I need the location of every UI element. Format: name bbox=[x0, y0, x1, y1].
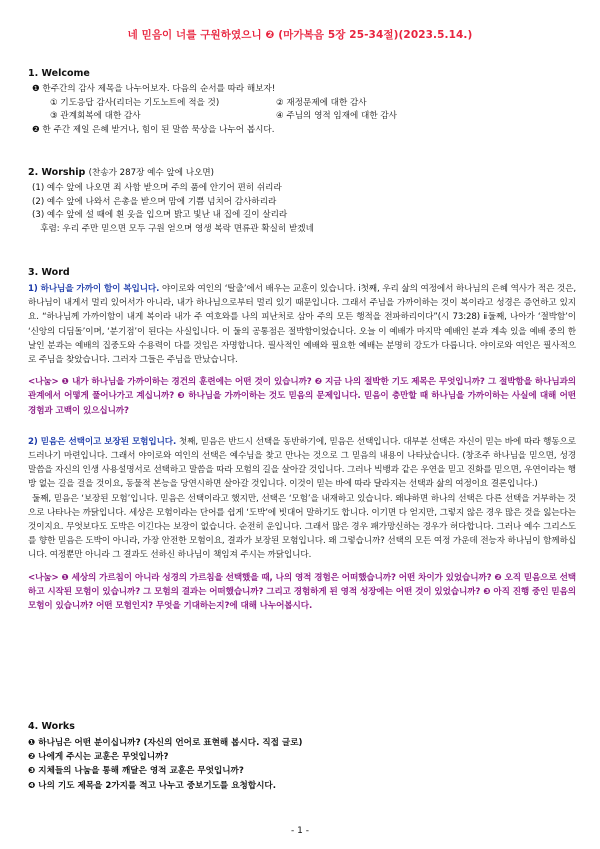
worship-heading: 2. Worship bbox=[28, 167, 86, 178]
word-point-2-heading: 2) 믿음은 선택이고 보장된 모험입니다. bbox=[28, 436, 177, 447]
works-heading: 4. Works bbox=[28, 721, 75, 732]
word-point-1-body: 야이로와 여인의 ‘탈출’에서 배우는 교훈이 있습니다. ⅰ첫째, 우리 삶의 여정에서 하나님의 은혜 역사가 적은 것은, 하나님이 내게서 멀리 있어서가 아니라, 내가 하나님으로부터 멀리 있기 때문입니다. 그래서 주님을 가까이하는 것이 복이라고 성경은 증언하고 있지요. “하나님께 가까이함이 내게 복이라 내가 주 여호와를 나의 피난처로 삼아 주의 모든 행적을 전파하리이다”(시 73:28) ⅱ둘째, 나아가 ‘절박함’이 ‘신앙의 디딤돌’이며, ‘분기점’이 된다는 사실입니다. 이 둘의 공통점은 절박함이었습니다. 오늘 이 예배가 마지막 예배인 분과 계속 있을 예배 중의 한 날인 분과는 예배의 집중도와 수용력이 다를 것임은 자명합니다. 필사적인 예배와 필요한 예배는 분명히 강도가 다릅니다. 야이로와 여인은 필사적으로 주님을 찾았습니다. 그러자 그들은 주님을 만났습니다. bbox=[28, 284, 577, 366]
worship-section bbox=[28, 166, 576, 236]
welcome-section bbox=[28, 68, 576, 137]
welcome-item-1: ❶ 한주간의 감사 제목을 나누어보자. 다음의 순서를 따라 해보자! bbox=[32, 84, 276, 94]
word-heading: 3. Word bbox=[28, 267, 70, 278]
page-number: - 1 - bbox=[291, 826, 309, 836]
welcome-sub-row-2 bbox=[28, 110, 576, 124]
works-item-1: ❶ 하나님은 어떤 분이십니까? (자신의 언어로 표현해 봅시다. 직접 글로) bbox=[28, 738, 303, 748]
works-section bbox=[28, 721, 576, 793]
works-item-4: ❹ 나의 기도 제목을 2가지를 적고 나누고 중보기도를 요청합시다. bbox=[28, 780, 276, 791]
welcome-heading: 1. Welcome bbox=[28, 68, 90, 79]
word-point-2 bbox=[28, 435, 576, 492]
welcome-item-2: ❷ 한 주간 제일 은혜 받거나, 힘이 된 말씀 묵상을 나누어 봅시다. bbox=[32, 124, 275, 135]
worship-line-3: (3) 예수 앞에 설 때에 흰 옷을 입으며 밝고 빛난 내 집에 길이 살리라 bbox=[32, 210, 288, 221]
word-section bbox=[28, 267, 576, 613]
word-point-1 bbox=[28, 282, 576, 367]
welcome-sub-1: ① 기도응답 감사(리더는 기도노트에 적을 것) bbox=[50, 97, 220, 108]
welcome-sub-3: ③ 관계회복에 대한 감사 bbox=[50, 111, 141, 122]
welcome-sub-2: ② 재정문제에 대한 감사 bbox=[276, 97, 367, 108]
word-point-2-body: 첫째, 믿음은 반드시 선택을 동반하기에, 믿음은 선택입니다. 대부분 선택은 자신이 믿는 바에 따라 행동으로 드러나기 마련입니다. 그래서 야이로와 여인의 선택은 예수님을 찾고 만나는 것으로 그 믿음의 내용이 나타났습니다. (창조주 하나님을 믿으면, 성경 말씀을 자신의 인생 사용설명서로 선택하고 말씀을 따라 모험의 길을 살아갈 것입니다. 그러나 빅뱅과 같은 우연을 믿고 진화를 믿으면, 우연이라는 행방 없는 길을 걸을 것이요, 동물적 본능을 당연시하면 살아갈 것입니다. 이것이 믿는 바에 따라 달라지는 선택과 삶의 여정이요 결론입니다.) bbox=[28, 436, 576, 490]
works-item-2: ❷ 나에게 주시는 교훈은 무엇입니까? bbox=[28, 752, 169, 763]
share-question-2: <나눔> ❶ 세상의 가르침이 아니라 성경의 가르침을 선택했을 때, 나의 영적 경험은 어떠했습니까? 어떤 차이가 있었습니까? ❷ 오직 믿음으로 선택하고 시작된 모험이 있습니까? 그 모험의 결과는 어떠했습니까? 그리고 경험하게 된 영적 성장에는 어떤 것이 있었습니까? ❸ 아직 진행 중인 믿음의 모험이 있습니까? 어떤 모험인지? 무엇을 기대하는지?에 대해 나누어봅시다. bbox=[28, 572, 576, 612]
worship-hymn-note: (찬송가 287장 예수 앞에 나오면) bbox=[88, 168, 215, 178]
welcome-sub-row-1 bbox=[28, 97, 576, 111]
word-point-1-heading: 1) 하나님을 가까이 함이 복입니다. bbox=[28, 284, 160, 294]
worship-heading-row bbox=[28, 166, 576, 178]
word-point-2-body-2: 둘째, 믿음은 ‘보장된 모험’입니다. 믿음은 선택이라고 했지만, 선택은 ‘모험’을 내재하고 있습니다. 왜냐하면 하나의 선택은 다른 선택을 거부하는 것으로 나타나는 까닭입니다. 세상은 모험이라는 단어를 쉽게 ‘도박’에 빗대어 말하기도 합니다. 이기면 다 얻지만, 그렇지 않은 경우 많은 것을 잃는다는 것이지요. 무엇보다도 도박은 이긴다는 보장이 없습니다. 순전히 운입니다. 그래서 많은 경우 패가망신하는 경우가 허다합니다. 그러나 예수 그리스도를 향한 믿음은 도박이 아니라, 가장 안전한 모험이요, 결과가 보장된 모험입니다. 왜 그렇습니까? 선택의 모든 여정 가운데 전능자 하나님이 함께하십니다. 여정뿐만 아니라 그 결과도 선하신 하나님이 책임져 주시는 까닭입니다. bbox=[28, 493, 576, 561]
worship-line-2: (2) 예수 앞에 나와서 은총을 받으며 맘에 기쁨 넘치어 감사하리라 bbox=[32, 196, 277, 207]
works-item-3: ❸ 지체들의 나눔을 통해 깨달은 영적 교훈은 무엇입니까? bbox=[28, 766, 244, 777]
share-question-1: <나눔> ❶ 내가 하나님을 가까이하는 경건의 훈련에는 어떤 것이 있습니까? ❷ 지금 나의 절박한 기도 제목은 무엇입니까? 그 절박함을 하나님과의 관계에서 어떻게 풀어나가고 계십니까? ❸ 하나님을 가까이하는 것도 믿음의 문제입니다. 믿음이 충만할 때 하나님을 가까이하는 사실에 대해 어떤 경험과 고백이 있으십니까? bbox=[28, 377, 576, 416]
welcome-sub-4: ④ 주님의 영적 임재에 대한 감사 bbox=[276, 111, 397, 122]
worship-refrain: 후렴: 우리 주만 믿으면 모두 구원 얻으며 영생 복락 면류관 확실히 받겠네 bbox=[32, 223, 314, 234]
worship-line-1: (1) 예수 앞에 나오면 죄 사함 받으며 주의 품에 안기어 편히 쉬리라 bbox=[32, 183, 282, 193]
page-title: 네 믿음이 너를 구원하였으니 ❷ (마가복음 5장 25-34절)(2023.5.14.) bbox=[127, 29, 473, 41]
